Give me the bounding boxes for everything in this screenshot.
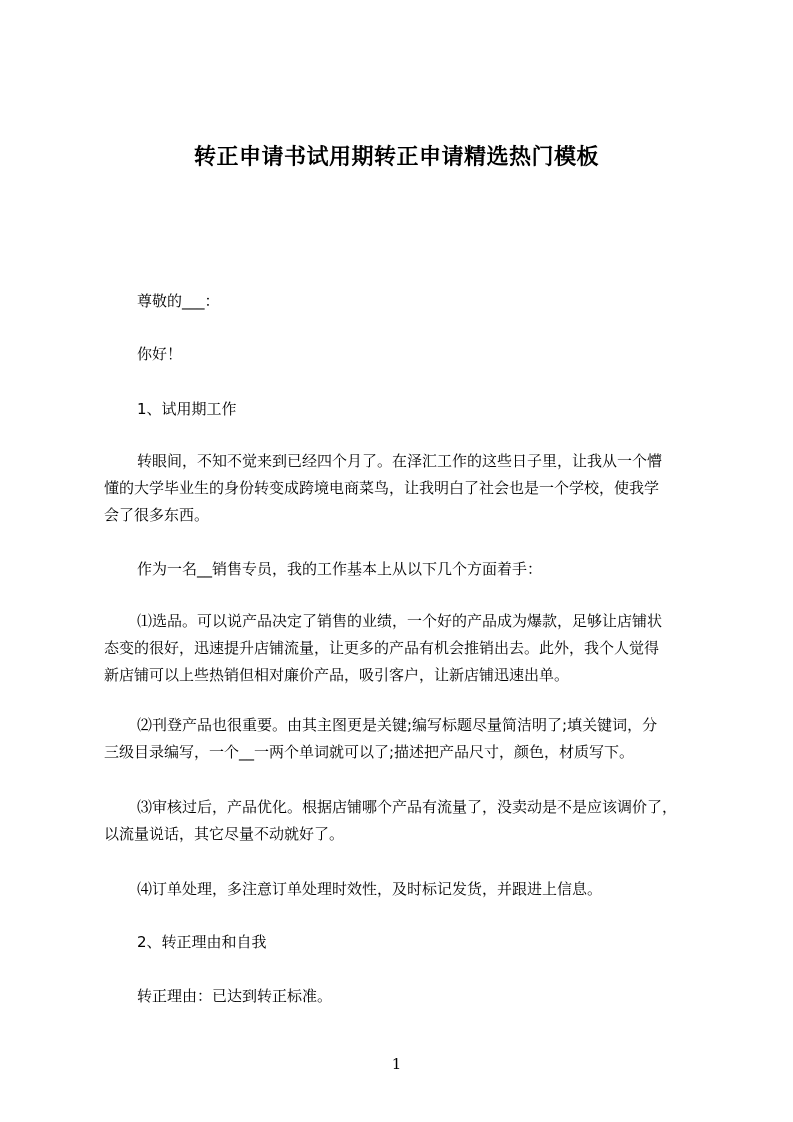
item-3-line-1: ⑶审核过后，产品优化。根据店铺哪个产品有流量了，没卖动是不是应该调价了， bbox=[122, 798, 678, 816]
item-optimization bbox=[104, 794, 724, 848]
section1-heading: 1、试用期工作 bbox=[137, 400, 237, 418]
item-3-line-2: 以流量说话，其它尽量不动就好了。 bbox=[104, 825, 345, 843]
document-title: 转正申请书试用期转正申请精选热门模板 bbox=[193, 145, 599, 170]
hello: 你好！ bbox=[137, 345, 183, 363]
section2-heading: 2、转正理由和自我 bbox=[137, 933, 267, 951]
item-1-line-1: ⑴选品。可以说产品决定了销售的业绩，一个好的产品成为爆款，足够让店铺状 bbox=[122, 612, 663, 630]
paragraph-role: 作为一名__销售专员，我的工作基本上从以下几个方面着手： bbox=[137, 560, 543, 578]
paragraph-intro-line-2: 懂的大学毕业生的身份转变成跨境电商菜鸟，让我明白了社会也是一个学校，使我学 bbox=[104, 479, 660, 497]
item-1-line-3: 新店铺可以上些热销但相对廉价产品，吸引客户，让新店铺迅速出单。 bbox=[104, 666, 570, 684]
paragraph-intro bbox=[104, 448, 724, 529]
item-product-selection bbox=[104, 608, 724, 689]
item-4-line-1: ⑷订单处理，多注意订单处理时效性，及时标记发货，并跟进上信息。 bbox=[122, 880, 603, 898]
reason-text: 转正理由：已达到转正标准。 bbox=[137, 987, 333, 1005]
item-2-line-2: 三级目录编写，一个__一两个单词就可以了;描述把产品尺寸，颜色，材质写下。 bbox=[104, 743, 635, 761]
greeting: 尊敬的___： bbox=[137, 292, 220, 310]
item-listing bbox=[104, 712, 724, 766]
item-1-line-2: 态变的很好，迅速提升店铺流量，让更多的产品有机会推销出去。此外，我个人觉得 bbox=[104, 639, 660, 657]
item-2-line-1: ⑵刊登产品也很重要。由其主图更是关键;编写标题尽量简洁明了;填关键词，分 bbox=[122, 716, 658, 734]
page-number: 1 bbox=[391, 1055, 402, 1073]
paragraph-intro-line-3: 会了很多东西。 bbox=[104, 506, 210, 524]
paragraph-intro-line-1: 转眼间，不知不觉来到已经四个月了。在泽汇工作的这些日子里，让我从一个懵 bbox=[122, 452, 663, 470]
item-order-processing bbox=[104, 876, 724, 903]
